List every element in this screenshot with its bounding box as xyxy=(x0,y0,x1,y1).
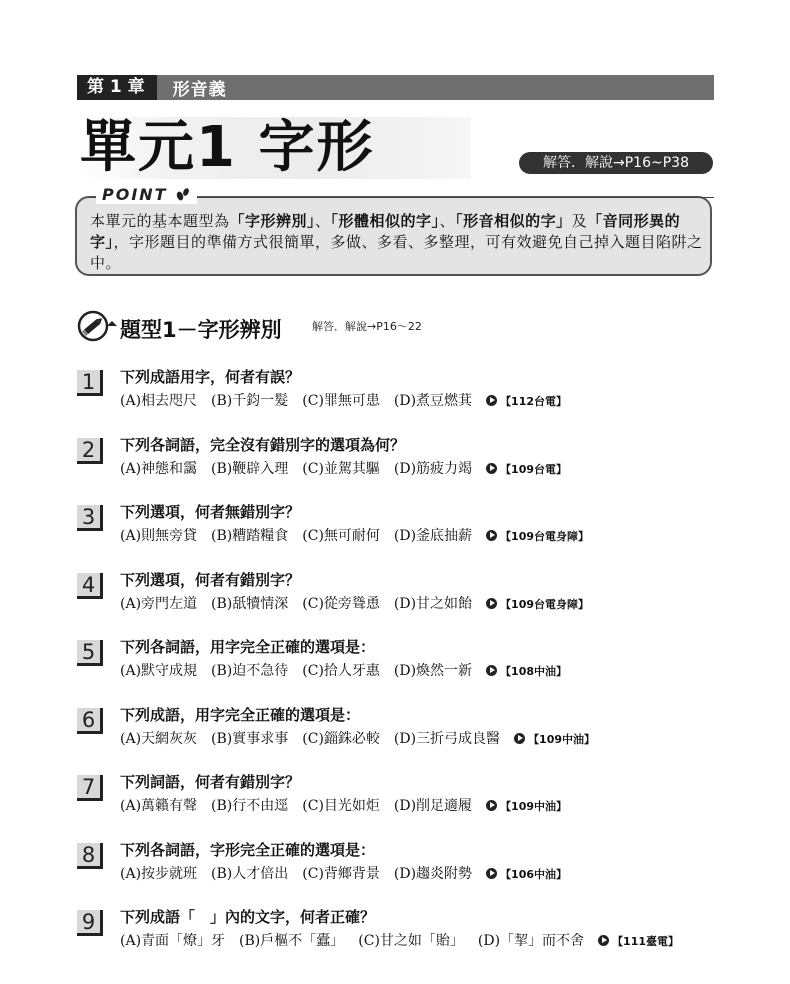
option-b: (B)舐犢情深 xyxy=(211,595,289,612)
option-b: (B)糟踏糧食 xyxy=(211,528,289,544)
option-b: (B)鞭辟入理 xyxy=(211,460,289,477)
option-b: (B)人才倍出 xyxy=(211,865,289,882)
point-text xyxy=(90,211,710,274)
question-stem: 下列成語「 」內的文字，何者正確？ xyxy=(120,908,376,926)
question-number: 7 xyxy=(77,775,103,801)
option-d: (D)煮豆燃萁 xyxy=(393,393,473,409)
arrow-right-circle-icon xyxy=(486,395,497,406)
question-stem: 下列各詞語，用字完全正確的選項是： xyxy=(120,638,376,656)
exam-source: 【109台電】 xyxy=(500,462,568,476)
question-stem: 下列成語，用字完全正確的選項是： xyxy=(120,705,361,724)
exam-source: 【109台電身障】 xyxy=(500,530,590,543)
option-a: (A)萬籟有聲 xyxy=(120,798,198,814)
option-d: (D)「挈」而不舍 xyxy=(477,933,585,949)
question-stem: 下列各詞語，完全沒有錯別字的選項為何？ xyxy=(120,435,406,454)
arrow-right-circle-icon xyxy=(486,463,497,474)
point-keyword: 「形體相似的字」 xyxy=(330,212,440,230)
option-a: (A)神態和靄 xyxy=(120,460,198,477)
question-options xyxy=(120,525,589,545)
point-text-segment: ，字形題目的準備方式很簡單，多做、多看、多整理，可有效避免自己掉入題目陷阱之中。 xyxy=(90,233,703,272)
exam-source: 【109中油】 xyxy=(528,732,596,746)
arrow-right-circle-icon xyxy=(598,935,609,946)
point-keyword: 「字形辨別」 xyxy=(229,212,316,230)
option-c: (C)背鄉背景 xyxy=(302,865,380,882)
question-number: 6 xyxy=(77,708,103,734)
arrow-right-circle-icon xyxy=(486,665,497,676)
question-options xyxy=(120,728,595,748)
question-options xyxy=(120,930,679,950)
question-number: 5 xyxy=(77,640,103,666)
question-stem: 下列各詞語，字形完全正確的選項是： xyxy=(120,840,376,859)
unit-title: 單元1 字形 xyxy=(80,115,375,180)
question-stem: 下列成語用字，何者有誤？ xyxy=(120,368,301,386)
question-options xyxy=(120,593,589,613)
question-options xyxy=(120,458,567,478)
option-a: (A)默守成規 xyxy=(120,663,198,679)
answer-reference-badge: 解答．解說→P16~P38 xyxy=(519,152,713,174)
point-text-segment: 本單元的基本題型為 xyxy=(90,212,230,230)
question-number: 4 xyxy=(77,573,103,599)
option-c: (C)從旁聳恿 xyxy=(302,595,380,612)
arrow-right-circle-icon xyxy=(486,530,497,541)
option-a: (A)旁門左道 xyxy=(120,595,198,612)
option-a: (A)按步就班 xyxy=(120,865,198,882)
option-a: (A)則無旁貸 xyxy=(120,528,198,544)
footprint-icon xyxy=(175,187,191,201)
question-options xyxy=(120,795,567,815)
question-options xyxy=(120,863,567,883)
question-number: 9 xyxy=(77,910,103,936)
exam-source: 【108中油】 xyxy=(500,665,568,678)
arrow-right-circle-icon xyxy=(486,598,497,609)
option-d: (D)筋疲力竭 xyxy=(393,460,473,477)
question-stem: 下列選項，何者無錯別字？ xyxy=(120,503,301,521)
exam-source: 【111臺電】 xyxy=(612,935,680,948)
pencil-icon xyxy=(77,310,119,342)
option-d: (D)三折弓成良醫 xyxy=(393,730,501,747)
option-c: (C)甘之如「貽」 xyxy=(358,933,464,949)
question-number: 8 xyxy=(77,843,103,869)
option-d: (D)趨炎附勢 xyxy=(393,865,473,882)
point-label-text: POINT xyxy=(102,185,168,204)
option-a: (A)青面「燎」牙 xyxy=(120,933,226,949)
option-c: (C)目光如炬 xyxy=(302,798,380,814)
exam-source: 【106中油】 xyxy=(500,867,568,881)
option-c: (C)拾人牙惠 xyxy=(302,663,380,679)
question-number: 2 xyxy=(77,438,103,464)
point-keyword: 「形音相似的字」 xyxy=(455,212,572,230)
question-number: 3 xyxy=(77,505,103,531)
option-b: (B)千鈞一髮 xyxy=(211,393,289,409)
option-c: (C)無可耐何 xyxy=(302,528,380,544)
chapter-number: 第 1 章 xyxy=(77,75,157,100)
option-d: (D)釜底抽薪 xyxy=(393,528,473,544)
option-b: (B)行不由逕 xyxy=(211,798,289,814)
option-c: (C)錙銖必較 xyxy=(302,730,380,747)
option-d: (D)削足適履 xyxy=(393,798,473,814)
arrow-right-circle-icon xyxy=(514,733,525,744)
exam-source: 【109中油】 xyxy=(500,800,568,813)
arrow-right-circle-icon xyxy=(486,800,497,811)
topic-title: 題型1－字形辨別 xyxy=(120,318,282,342)
option-a: (A)相去咫尺 xyxy=(120,393,198,409)
exam-source: 【109台電身障】 xyxy=(500,597,590,611)
question-options xyxy=(120,660,567,680)
topic-answer-reference: 解答．解說→P16～22 xyxy=(312,320,422,333)
chapter-header xyxy=(77,75,714,100)
point-text-segment: 、 xyxy=(315,212,331,230)
question-number: 1 xyxy=(77,370,103,396)
option-c: (C)罪無可患 xyxy=(302,393,380,409)
exam-source: 【112台電】 xyxy=(500,395,568,408)
question-options xyxy=(120,390,567,410)
option-b: (B)戶樞不「蠹」 xyxy=(239,933,345,949)
option-b: (B)迫不急待 xyxy=(211,663,289,679)
option-d: (D)煥然一新 xyxy=(393,663,473,679)
question-stem: 下列詞語，何者有錯別字？ xyxy=(120,773,301,791)
point-label xyxy=(96,185,197,204)
point-text-segment: 、 xyxy=(439,212,456,230)
option-c: (C)並駕其驅 xyxy=(302,460,380,477)
point-keyword: 「音同形異的字」 xyxy=(90,212,681,251)
chapter-name: 形音義 xyxy=(172,80,227,100)
arrow-right-circle-icon xyxy=(486,868,497,879)
option-a: (A)天網灰灰 xyxy=(120,730,198,747)
option-b: (B)實事求事 xyxy=(211,730,289,747)
option-d: (D)甘之如飴 xyxy=(393,595,473,612)
point-text-segment: 及 xyxy=(571,212,588,230)
question-stem: 下列選項，何者有錯別字？ xyxy=(120,570,301,589)
